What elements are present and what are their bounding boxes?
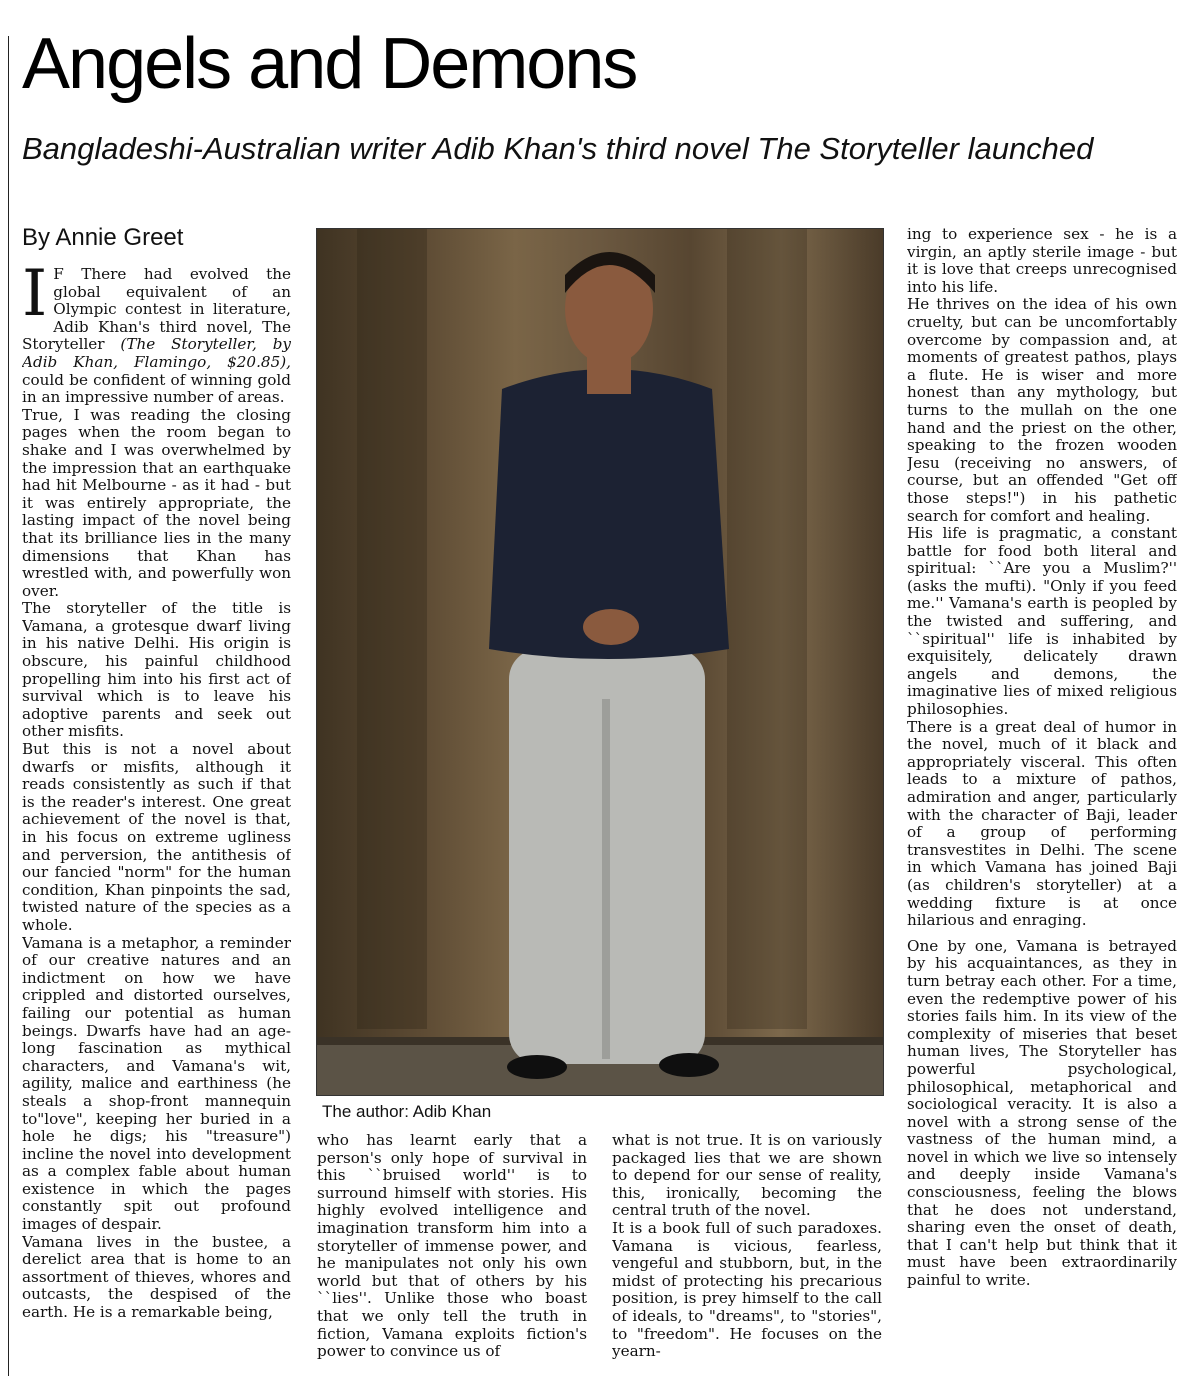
column-rule [8, 36, 9, 1376]
article-column-1 [22, 266, 291, 1366]
paragraph-8: what is not true. It is on variously packaged lies that we are shown to depend for our sense of reality, this, ironically, becoming the central truth of the novel. [612, 1132, 882, 1220]
paragraph-5: Vamana is a metaphor, a reminder of our creative natures and an indictment on how we have crippled and distorted ourselves, failing our potential as human beings. Dwarfs have had an age-long fascination as mythical characters, and Vamana's wit, agility, malice and earthiness (he steals a shop-front mannequin to"love", keeping her buried in a hole he digs; his "treasure") incline the novel into development as a complex fable about human existence in which the pages constantly spit out profound images of despair. [22, 933, 291, 1234]
drop-cap: I [22, 266, 48, 331]
paragraph-9: It is a book full of such paradoxes. Vamana is vicious, fearless, vengeful and stubborn, but, in the midst of protecting his precarious position, is prey himself to the call of ideals, to "dreams", to "stories", to "freedom". He focuses on the yearn- [612, 1218, 882, 1361]
paragraph-12: His life is pragmatic, a constant battle for food both literal and spiritual: ``Are you a Muslim?'' (asks the mufti). "Only if you feed me.'' Vamana's earth is peopled by the twisted and suffering, and ``spiritual'' life is inhabited by exquisitely, delicately drawn angels and demons, the imaginative lies of mixed religious philosophies. [907, 524, 1177, 719]
paragraph-1-start: F There had evolved the global equivalent of an Olympic contest in literature, Adib Khan's third novel, The Storyteller [22, 266, 291, 354]
left-shoe [507, 1055, 567, 1079]
article-column-4 [907, 226, 1177, 1372]
right-shoe [659, 1053, 719, 1077]
paragraph-10: ing to experience sex - he is a virgin, an aptly sterile image - but it is love that creeps unrecognised into his life. [907, 226, 1177, 296]
author-photo-illustration [317, 229, 883, 1095]
paragraph-11: He thrives on the idea of his own cruelty, but can be uncomfortably overcome by compassion and, at moments of greatest pathos, plays a flute. He is wiser and more honest than any mythology, but turns to the mullah on the one hand and the priest on the other, speaking to the frozen wooden Jesu (receiving no answers, of course, but an offended "Get off those steps!") in his pathetic search for comfort and healing. [907, 295, 1177, 525]
author-figure [489, 252, 729, 1079]
paragraph-1 [22, 266, 291, 407]
paragraph-14: One by one, Vamana is betrayed by his acquaintances, as they in turn betray each other. For a time, even the redemptive power of his stories fails him. In its view of the complexity of miseries that beset human lives, The Storyteller has powerful psychological, philosophical, metaphorical and sociological veracity. It is also a novel with a strong sense of the vastness of the human mind, a novel in which we live so intensely and deeply inside Vamana's consciousness, feeling the blows that he does not understand, sharing even the onset of death, that I can't help but think that it must have been extraordinarily painful to write. [907, 936, 1177, 1290]
paragraph-3: The storyteller of the title is Vamana, a grotesque dwarf living in his native Delhi. His origin is obscure, his painful childhood propelling him into his first act of survival which is to leave his adoptive parents and seek out other misfits. [22, 599, 291, 741]
article-column-3 [612, 1132, 882, 1372]
byline: By Annie Greet [22, 224, 184, 251]
paragraph-1-end: could be confident of winning gold in an impressive number of areas. [22, 370, 291, 407]
article-column-2 [317, 1132, 587, 1372]
paragraph-13: There is a great deal of humor in the novel, much of it black and appropriately visceral. This often leads to a mixture of pathos, admiration and anger, particularly with the character of Baji, leader of a group of performing transvestites in Delhi. The scene in which Vamana has joined Baji (as children's storyteller) at a wedding fixture is at once hilarious and enraging. [907, 717, 1177, 930]
paragraph-7: who has learnt early that a person's only hope of survival in this ``bruised world'' is to surround himself with stories. His highly evolved intelligence and imagination transform him into a storyteller of immense power, and he manipulates not only his own world but that of others by his ``lies''. Unlike those who boast that we only tell the truth in fiction, Vamana exploits fiction's power to convince us of [317, 1132, 587, 1361]
paragraph-6: Vamana lives in the bustee, a derelict area that is home to an assortment of thieves, whores and outcasts, the despised of the earth. He is a remarkable being, [22, 1232, 291, 1322]
book-citation: (The Storyteller, by Adib Khan, Flamingo, $20.85), [22, 335, 291, 371]
hands [583, 609, 639, 645]
author-photo [316, 228, 884, 1096]
photo-caption: The author: Adib Khan [322, 1102, 492, 1121]
paragraph-4: But this is not a novel about dwarfs or misfits, although it reads consistently as such if that is the reader's interest. One great achievement of the novel is that, in his focus on extreme ugliness and perversion, the antithesis of our fancied "norm" for the human condition, Khan pinpoints the sad, twisted nature of the species as a whole. [22, 740, 291, 934]
headline: Angels and Demons [22, 24, 637, 104]
subtitle: Bangladeshi-Australian writer Adib Khan's third novel The Storyteller launched [22, 131, 1094, 166]
paragraph-2: True, I was reading the closing pages when the room began to shake and I was overwhelmed by the impression that an earthquake had hit Melbourne - as it had - but it was entirely appropriate, the lasting impact of the novel being that its brilliance lies in the many dimensions that Khan has wrestled with, and powerfully won over. [22, 405, 291, 600]
